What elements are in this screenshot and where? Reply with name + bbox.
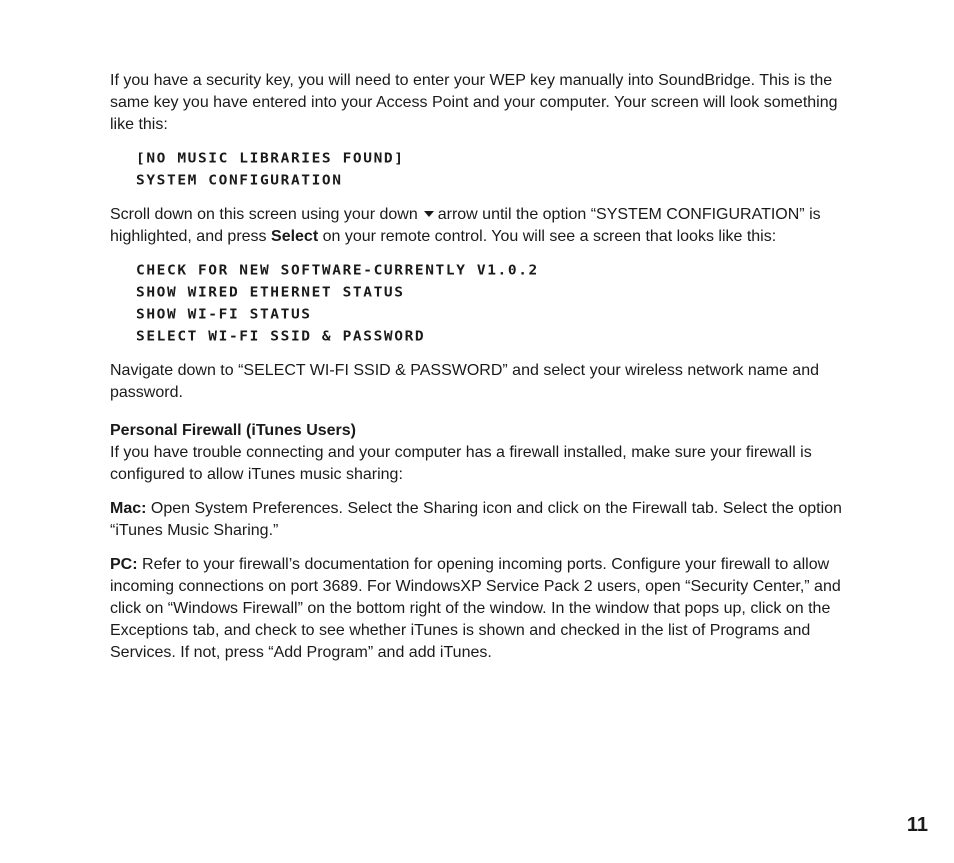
paragraph-navigate: Navigate down to “SELECT WI-FI SSID & PASSWORD” and select your wireless network name and password. [110, 362, 819, 401]
screen-line: SYSTEM CONFIGURATION [136, 173, 343, 189]
screen-display-2 [110, 260, 850, 348]
mac-label: Mac: [110, 500, 147, 517]
screen-line: SELECT WI-FI SSID & PASSWORD [136, 329, 426, 345]
text-segment: Scroll down on this screen using your down [110, 206, 418, 223]
screen-line: CHECK FOR NEW SOFTWARE-CURRENTLY V1.0.2 [136, 263, 539, 279]
paragraph-security-key: If you have a security key, you will need to enter your WEP key manually into SoundBridge. This is the same key you have entered into your Access Point and your computer. Your screen will look something like this: [110, 72, 838, 133]
paragraph-firewall-intro: If you have trouble connecting and your computer has a firewall installed, make sure your firewall is configured to allow iTunes music sharing: [110, 444, 812, 483]
screen-display-1 [110, 148, 850, 192]
text-segment: on your remote control. You will see a screen that looks like this: [322, 228, 777, 245]
screen-line: SHOW WIRED ETHERNET STATUS [136, 285, 405, 301]
mac-text: Open System Preferences. Select the Sharing icon and click on the Firewall tab. Select the option “iTunes Music Sharing.” [110, 500, 842, 539]
bold-select: Select [271, 228, 319, 245]
document-page [110, 70, 850, 664]
screen-line: SHOW WI-FI STATUS [136, 307, 312, 323]
paragraph-mac [110, 498, 850, 542]
section-heading-firewall: Personal Firewall (iTunes Users) [110, 422, 357, 439]
page-number: 11 [906, 814, 928, 836]
paragraph-scroll-down [110, 204, 850, 248]
screen-line: [NO MUSIC LIBRARIES FOUND] [136, 151, 405, 167]
pc-text: Refer to your firewall’s documentation for opening incoming ports. Configure your firewall to allow incoming connections on port 3689. For WindowsXP Service Pack 2 users, open “Security Center,” and click on “Windows Firewall” on the bottom right of the window. In the window that pops up, click on the Exceptions tab, and check to see whether iTunes is shown and checked in the list of Programs and Services. If not, press “Add Program” and add iTunes. [110, 556, 841, 661]
paragraph-pc [110, 554, 850, 664]
text-segment: arrow until the option “SYSTEM CONFIGURATION” is highlighted, and press [110, 206, 821, 245]
down-arrow-icon [424, 211, 434, 217]
pc-label: PC: [110, 556, 138, 573]
